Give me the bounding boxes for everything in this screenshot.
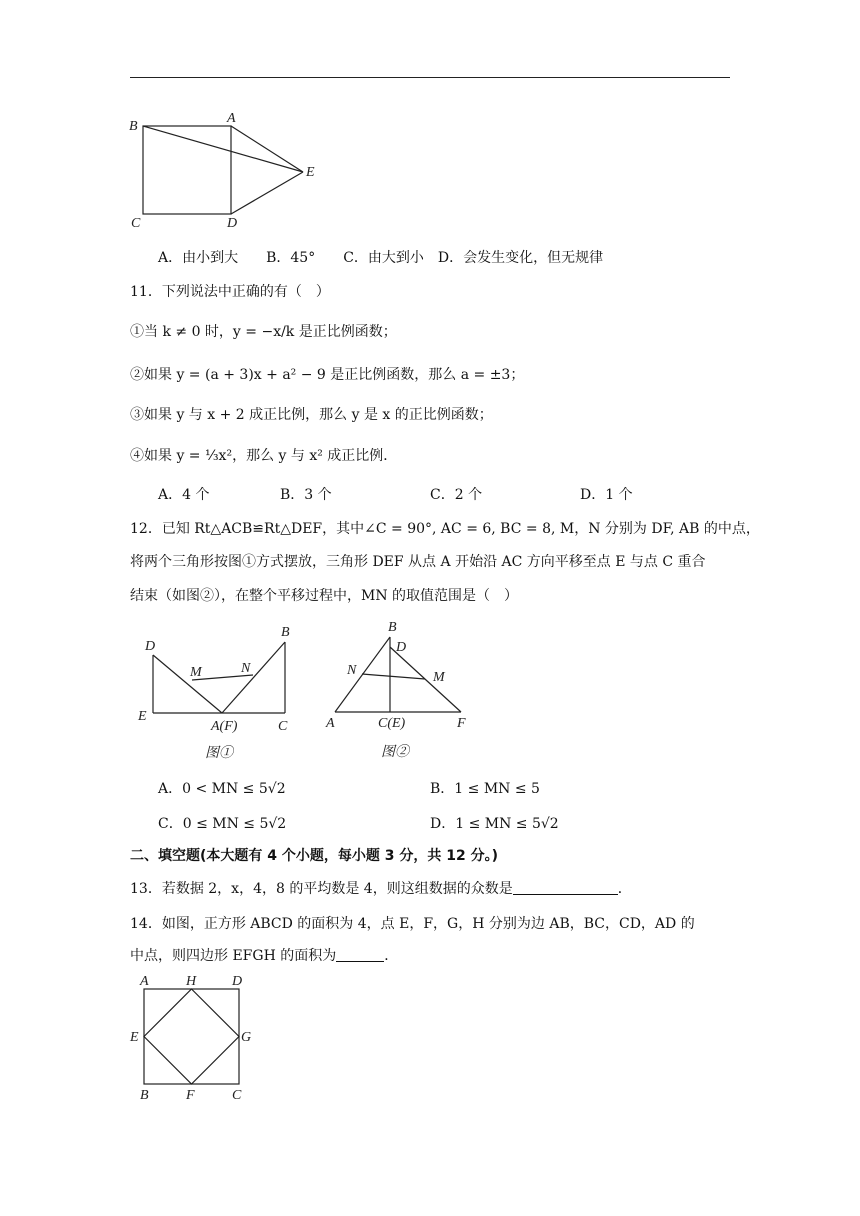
q10-options: A．由小到大 B．45° C．由大到小 D．会发生变化，但无规律	[158, 250, 604, 266]
q14-answer-blank[interactable]	[336, 947, 384, 962]
fig1-label-af: A(F)	[211, 719, 238, 734]
fig2-label-m: M	[433, 670, 445, 685]
fig2-label-d: D	[396, 640, 407, 655]
fig1-label-e: E	[138, 709, 147, 724]
q14-label-a: A	[140, 974, 149, 989]
q14-label-h: H	[186, 974, 197, 989]
fig1-label-n: N	[241, 661, 251, 676]
fig1-label-b: B	[281, 625, 290, 640]
fig1-label-m: M	[190, 665, 202, 680]
q10-label-c: C	[131, 216, 141, 231]
q14-line-1: 14．如图，正方形 ABCD 的面积为 4，点 E，F，G，H 分别为边 AB，BC，CD，AD 的	[130, 916, 695, 932]
q10-label-a: A	[227, 111, 236, 126]
q14-label-b: B	[140, 1088, 149, 1103]
fig1-label-d: D	[145, 639, 156, 654]
q11-stem: 11．下列说法中正确的有（ ）	[130, 284, 330, 300]
fig2-label-a: A	[326, 716, 335, 731]
q12-line-2: 将两个三角形按图①方式摆放，三角形 DEF 从点 A 开始沿 AC 方向平移至点 E 与点 C 重合	[130, 554, 706, 570]
q14-label-g: G	[241, 1030, 252, 1045]
fig2-label-n: N	[347, 663, 357, 678]
q14-label-d: D	[232, 974, 243, 989]
q11-option-c: C．2 个	[430, 487, 483, 503]
q14-line-2	[130, 945, 398, 965]
q10-label-e: E	[306, 165, 315, 180]
q12-figure-1	[135, 620, 310, 765]
q14-end: ．	[384, 948, 399, 964]
fig2-label-b: B	[388, 620, 397, 635]
q12-line-3: 结束（如图②），在整个平移过程中，MN 的取值范围是（ ）	[130, 588, 519, 604]
q11-statement-1: ①当 k ≠ 0 时，y = −x/k 是正比例函数；	[130, 324, 397, 340]
q12-option-d: D．1 ≤ MN ≤ 5√2	[430, 816, 559, 832]
q11-option-d: D．1 个	[580, 487, 633, 503]
fig2-caption: 图②	[381, 745, 409, 760]
header-rule	[130, 77, 730, 78]
q14-figure	[128, 970, 258, 1105]
q13-answer-blank[interactable]	[513, 880, 618, 895]
q13-line	[130, 878, 632, 898]
q10-figure	[125, 108, 325, 233]
fig2-label-ce: C(E)	[378, 716, 406, 731]
q13-text: 13．若数据 2，x，4，8 的平均数是 4，则这组数据的众数是	[130, 881, 513, 897]
q11-option-a: A．4 个	[158, 487, 210, 503]
q10-label-b: B	[129, 119, 138, 134]
q11-statement-2: ②如果 y = (a + 3)x + a² − 9 是正比例函数，那么 a = ±3；	[130, 367, 525, 383]
q12-option-c: C．0 ≤ MN ≤ 5√2	[158, 816, 287, 832]
q11-statement-4: ④如果 y = ⅓x²，那么 y 与 x² 成正比例．	[130, 448, 398, 464]
q12-option-b: B．1 ≤ MN ≤ 5	[430, 781, 540, 797]
fig2-label-f: F	[457, 716, 466, 731]
fig1-label-c: C	[278, 719, 288, 734]
q10-label-d: D	[227, 216, 238, 231]
q14-label-e: E	[130, 1030, 139, 1045]
q11-option-b: B．3 个	[280, 487, 332, 503]
q14-text: 中点，则四边形 EFGH 的面积为	[130, 948, 337, 964]
q14-label-f: F	[186, 1088, 195, 1103]
q12-line-1: 12．已知 Rt△ACB≌Rt△DEF，其中∠C = 90°, AC = 6, BC = 8, M，N 分别为 DF, AB 的中点，	[130, 521, 760, 537]
q13-end: ．	[617, 881, 632, 897]
q12-option-a: A．0 < MN ≤ 5√2	[158, 781, 286, 797]
section-2-heading: 二、填空题(本大题有 4 个小题，每小题 3 分，共 12 分。)	[130, 848, 499, 864]
q12-figure-2	[318, 615, 478, 765]
q14-label-c: C	[232, 1088, 242, 1103]
q11-statement-3: ③如果 y 与 x + 2 成正比例，那么 y 是 x 的正比例函数；	[130, 407, 493, 423]
fig1-caption: 图①	[205, 746, 233, 761]
